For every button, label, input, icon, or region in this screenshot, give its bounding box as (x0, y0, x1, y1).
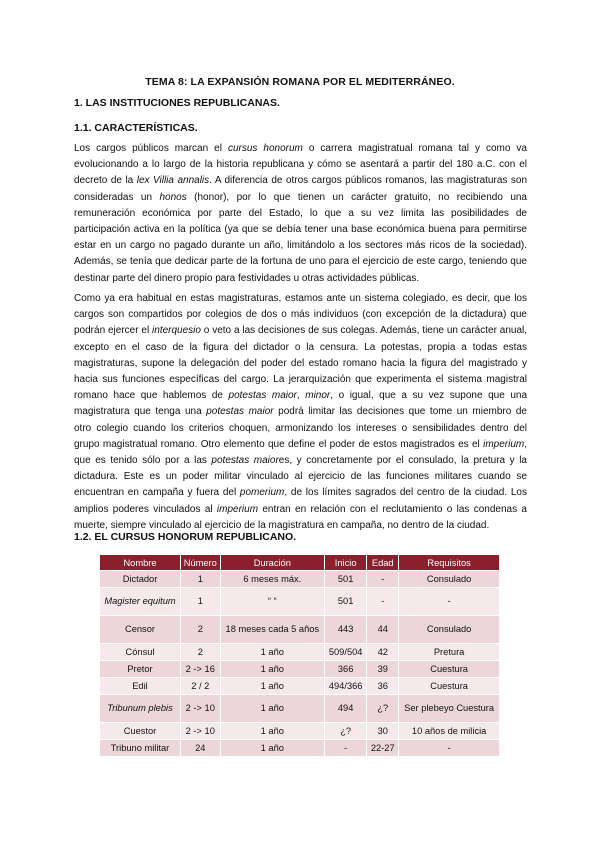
table-cell: 1 año (220, 678, 324, 695)
table-cell: Censor (100, 616, 181, 644)
table-cell: 2 -> 10 (181, 695, 221, 723)
paragraph-line: grupo magistratual romano. Otro elemento que define el poder de estos magistrados es el imperium, (74, 438, 527, 450)
table-cell: Ser plebeyo Cuestura (399, 695, 500, 723)
column-header-inicio: Inicio (325, 555, 367, 571)
column-header-numero: Número (181, 555, 221, 571)
paragraph-1 (74, 141, 527, 287)
table-cell: Consulado (399, 616, 500, 644)
paragraph-line: magistratura que tenga una potestas maior podrá limitar las decisiones que tome un miembro de (74, 406, 527, 418)
table-cell: - (325, 740, 367, 757)
table-cell: Cuestura (399, 678, 500, 695)
paragraph-line: romano hace que hablemos de potestas maior, minor, o igual, que a su vez supone que una (74, 390, 528, 402)
table-row (100, 661, 500, 678)
paragraph-line: Además, se tenía que dedicar parte de la fortuna de uno para el ejercicio de este cargo, teniendo que (74, 256, 527, 268)
table-cell: 18 meses cada 5 años (220, 616, 324, 644)
table-cell: 1 año (220, 740, 324, 757)
table-cell: 509/504 (325, 644, 367, 661)
table-cell: 2 (181, 616, 221, 644)
table-cell: - (399, 588, 500, 616)
table-cell: 30 (367, 723, 399, 740)
table-cell: 1 año (220, 723, 324, 740)
table-cell: 1 año (220, 661, 324, 678)
paragraph-line: cargos son compartidos por colegios de dos o más individuos (con excepción de la dictadura) que (74, 309, 527, 321)
table-cell: Magister equitum (100, 588, 181, 616)
table-cell: Cónsul (100, 644, 181, 661)
table-cell: 24 (181, 740, 221, 757)
table-cell: 1 (181, 588, 221, 616)
paragraph-line: remuneración económica por parte del Estado, lo que a su vez limita las posibilidades de (74, 207, 527, 219)
paragraph-line: magistraturas, supone la delegación del poder del estado romano hacia la figura del magistrado y (74, 357, 527, 369)
table-row (100, 695, 500, 723)
table-cell: Consulado (399, 571, 500, 588)
paragraph-line: encuentran en campaña y fuera del pomerium, de los límites sagrados del centro de la ciudad. Los (74, 487, 527, 499)
table-cell: 10 años de milicia (399, 723, 500, 740)
table-cell: Tribunum plebis (100, 695, 181, 723)
table-row (100, 588, 500, 616)
paragraph-line: excepto en el caso de la figura del dictador o la censura. La potestas, propia a todas estas (74, 341, 527, 353)
paragraph-line: dictadura. Este es un poder militar vinculado al ejercicio de las funciones militares cuando se (74, 471, 527, 483)
table-cell: 501 (325, 571, 367, 588)
paragraph-2 (74, 291, 527, 534)
table-cell: 2 -> 10 (181, 723, 221, 740)
column-header-requisitos: Requisitos (399, 555, 500, 571)
table-row (100, 616, 500, 644)
paragraph-line: podrán ejercer el interquesio o veto a las decisiones de sus colegas. Además, tiene un carácter anual, (74, 325, 527, 337)
table-cell: 366 (325, 661, 367, 678)
table-cell: 36 (367, 678, 399, 695)
table-cell: - (367, 588, 399, 616)
paragraph-line: Como ya era habitual en estas magistraturas, estamos ante un sistema colegiado, es decir, que los (74, 293, 527, 304)
table-cell: Pretor (100, 661, 181, 678)
table-cell: 1 año (220, 644, 324, 661)
paragraph-line: Los cargos públicos marcan el cursus honorum o carrera magistratual romana tal y como va (74, 143, 527, 154)
table-cell: Cuestura (399, 661, 500, 678)
paragraph-line: que es tenido sólo por a las potestas maiores, y concretamente por el consulado, la pretura y la (74, 455, 527, 467)
paragraph-line: hacia sus funciones específicas del cargo. La jerarquización que experimenta el sistema magistral (74, 374, 527, 386)
table-cell: 2 -> 16 (181, 661, 221, 678)
table-cell: 39 (367, 661, 399, 678)
table-cell: 44 (367, 616, 399, 644)
table-cell: 42 (367, 644, 399, 661)
table-cell: 443 (325, 616, 367, 644)
table-cell: Pretura (399, 644, 500, 661)
table-cell: 1 año (220, 695, 324, 723)
document-title: TEMA 8: LA EXPANSIÓN ROMANA POR EL MEDITERRÁNEO. (145, 76, 455, 88)
table-cell: ¿? (367, 695, 399, 723)
table-cell: Dictador (100, 571, 181, 588)
paragraph-line: destinar parte del dinero propio para festividades u otras actividades públicas. (74, 272, 420, 284)
cursus-honorum-table (100, 555, 500, 756)
table-row (100, 678, 500, 695)
paragraph-line: estar en un cargo no pagado durante un año, limitándolo a los sectores más ricos de la sociedad). (74, 240, 527, 252)
table-cell: “ “ (220, 588, 324, 616)
table-cell: Tribuno militar (100, 740, 181, 757)
paragraph-line: evolucionando a lo largo de la historia republicana y cómo se asentará a partir del 180 a.C. con el (74, 159, 527, 171)
table-row (100, 571, 500, 588)
table-cell: 22-27 (367, 740, 399, 757)
table-cell: 1 (181, 571, 221, 588)
paragraph-line: participación activa en la política (ya que se debía tener una base económica buena para permitirse (74, 224, 527, 236)
table-cell: 2 (181, 644, 221, 661)
table-cell: 6 meses máx. (220, 571, 324, 588)
table-cell: Cuestor (100, 723, 181, 740)
table-header-row (100, 555, 500, 571)
table-cell: 501 (325, 588, 367, 616)
table-row (100, 740, 500, 757)
table-cell: - (367, 571, 399, 588)
paragraph-line: otro colegio cuando los criterios choquen, armonizando los intereses o sensibilidades dentro del (74, 422, 527, 434)
column-header-duracion: Duración (220, 555, 324, 571)
paragraph-line: muerte, siempre vinculado al ejercicio de la magistratura en campaña, no dentro de la ciudad. (74, 519, 490, 531)
table-cell: Edil (100, 678, 181, 695)
table-cell: 2 / 2 (181, 678, 221, 695)
table-cell: 494/366 (325, 678, 367, 695)
column-header-nombre: Nombre (100, 555, 181, 571)
paragraph-line: amplios poderes vinculados al imperium entran en relación con el reclutamiento o las condenas a (74, 503, 527, 515)
paragraph-line: consideradas un honos (honor), por lo que tienen un carácter gratuito, no recibiendo una (74, 191, 527, 203)
table-row (100, 723, 500, 740)
table-cell: - (399, 740, 500, 757)
paragraph-line: decreto de la lex Villia annalis. A diferencia de otros cargos públicos romanos, las magistraturas son (74, 175, 528, 187)
section-heading-1-1: 1.1. CARACTERÍSTICAS. (74, 122, 198, 134)
table-row (100, 644, 500, 661)
section-heading-1: 1. LAS INSTITUCIONES REPUBLICANAS. (74, 97, 280, 109)
section-heading-1-2: 1.2. EL CURSUS HONORUM REPUBLICANO. (74, 531, 297, 543)
table-cell: 494 (325, 695, 367, 723)
column-header-edad: Edad (367, 555, 399, 571)
table-cell: ¿? (325, 723, 367, 740)
